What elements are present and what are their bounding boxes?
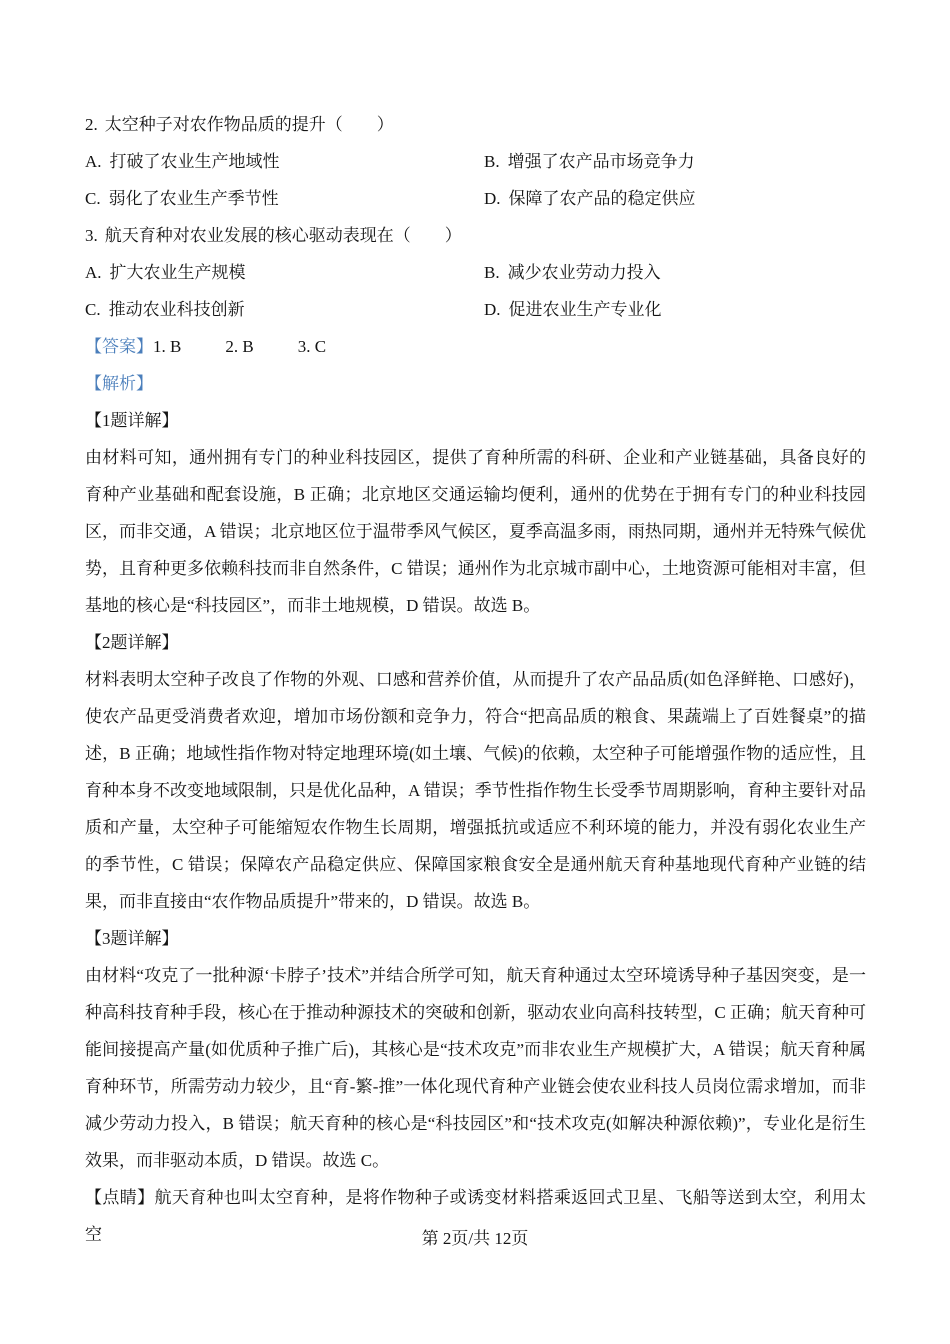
analysis-line [85, 365, 866, 402]
answer-line [85, 328, 866, 365]
explanation-3-body: 由材料“攻克了一批种源‘卡脖子’技术”并结合所学可知，航天育种通过太空环境诱导种子基因突变，是一种高科技育种手段，核心在于推动种源技术的突破和创新，驱动农业向高科技转型，C 正确；航天育种可能间接提高产量(如优质种子推广后)，其核心是“技术攻克”而非农业生产规模扩大，A 错误；航天育种属育种环节，所需劳动力较少，且“育-繁-推”一体化现代育种产业链会使农业科技人员岗位需求增加，而非减少劳动力投入，B 错误；航天育种的核心是“科技园区”和“技术攻克(如解决种源依赖)”，专业化是衍生效果，而非驱动本质，D 错误。故选 C。 [85, 966, 867, 1170]
question-2-option-b [484, 143, 866, 180]
question-3-option-b [484, 254, 866, 291]
answer-item-3: 3. C [297, 337, 327, 356]
question-2 [85, 106, 866, 217]
option-c-label: C. [85, 189, 101, 208]
question-2-option-a [85, 143, 484, 180]
explanation-2-body: 材料表明太空种子改良了作物的外观、口感和营养价值，从而提升了农产品品质(如色泽鲜艳、口感好)，使农产品更受消费者欢迎，增加市场份额和竞争力，符合“把高品质的粮食、果蔬端上了百姓餐桌”的描述，B 正确；地域性指作物对特定地理环境(如土壤、气候)的依赖，太空种子可能增强作物的适应性，且育种本身不改变地域限制，只是优化品种，A 错误；季节性指作物生长受季节周期影响，育种主要针对品质和产量，太空种子可能缩短农作物生长周期，增强抵抗或适应不利环境的能力，并没有弱化农业生产的季节性，C 错误；保障农产品稳定供应、保障国家粮食安全是通州航天育种基地现代育种产业链的结果，而非直接由“农作物品质提升”带来的，D 错误。故选 B。 [85, 670, 866, 911]
explanation-3 [85, 920, 866, 1179]
explanation-1-heading: 【1题详解】 [85, 411, 179, 430]
tip-body: 航天育种也叫太空育种，是将作物种子或诱变材料搭乘返回式卫星、飞船等送到太空，利用太空 [85, 1188, 867, 1244]
explanation-1-body: 由材料可知，通州拥有专门的种业科技园区，提供了育种所需的科研、企业和产业链基础，具备良好的育种产业基础和配套设施，B 正确；北京地区交通运输均便利，通州的优势在于拥有专门的种业科技园区，而非交通，A 错误；北京地区位于温带季风气候区，夏季高温多雨，雨热同期，通州并无特殊气候优势，且育种更多依赖科技而非自然条件，C 错误；通州作为北京城市副中心，土地资源可能相对丰富，但基地的核心是“科技园区”，而非土地规模，D 错误。故选 B。 [85, 448, 866, 615]
answer-label: 【答案】 [85, 337, 153, 356]
option-c-label: C. [85, 300, 101, 319]
option-d-label: D. [484, 300, 501, 319]
option-a-text: 打破了农业生产地域性 [109, 152, 280, 171]
answer-item-1: 1. B [153, 337, 182, 356]
question-2-options-row-1 [85, 143, 866, 180]
option-a-label: A. [85, 152, 102, 171]
option-b-text: 减少农业劳动力投入 [507, 263, 661, 282]
explanation-1 [85, 402, 866, 624]
question-3-option-c [85, 291, 484, 328]
option-a-text: 扩大农业生产规模 [109, 263, 246, 282]
question-3-option-d [484, 291, 866, 328]
question-2-number: 2. [85, 115, 98, 134]
option-d-label: D. [484, 189, 501, 208]
page-footer: 第 2页/共 12页 [421, 1229, 529, 1248]
question-3-option-a [85, 254, 484, 291]
option-b-label: B. [484, 263, 500, 282]
option-a-label: A. [85, 263, 102, 282]
option-d-text: 保障了农产品的稳定供应 [508, 189, 696, 208]
question-2-options-row-2 [85, 180, 866, 217]
page-content [85, 106, 866, 1253]
question-3 [85, 217, 866, 328]
analysis-label: 【解析】 [85, 374, 153, 393]
question-3-number: 3. [85, 226, 98, 245]
explanation-3-heading: 【3题详解】 [85, 929, 179, 948]
question-3-stem [85, 217, 866, 254]
option-b-text: 增强了农产品市场竞争力 [507, 152, 695, 171]
option-c-text: 推动农业科技创新 [108, 300, 245, 319]
answer-item-2: 2. B [225, 337, 254, 356]
question-2-text: 太空种子对农作物品质的提升（ ） [104, 115, 394, 134]
option-d-text: 促进农业生产专业化 [508, 300, 662, 319]
question-3-text: 航天育种对农业发展的核心驱动表现在（ ） [104, 226, 462, 245]
option-c-text: 弱化了农业生产季节性 [108, 189, 279, 208]
tip-label: 【点睛】 [85, 1188, 155, 1207]
question-3-options-row-1 [85, 254, 866, 291]
question-2-option-d [484, 180, 866, 217]
question-2-stem [85, 106, 866, 143]
question-3-options-row-2 [85, 291, 866, 328]
explanation-2 [85, 624, 866, 920]
question-2-option-c [85, 180, 484, 217]
explanation-2-heading: 【2题详解】 [85, 633, 179, 652]
option-b-label: B. [484, 152, 500, 171]
